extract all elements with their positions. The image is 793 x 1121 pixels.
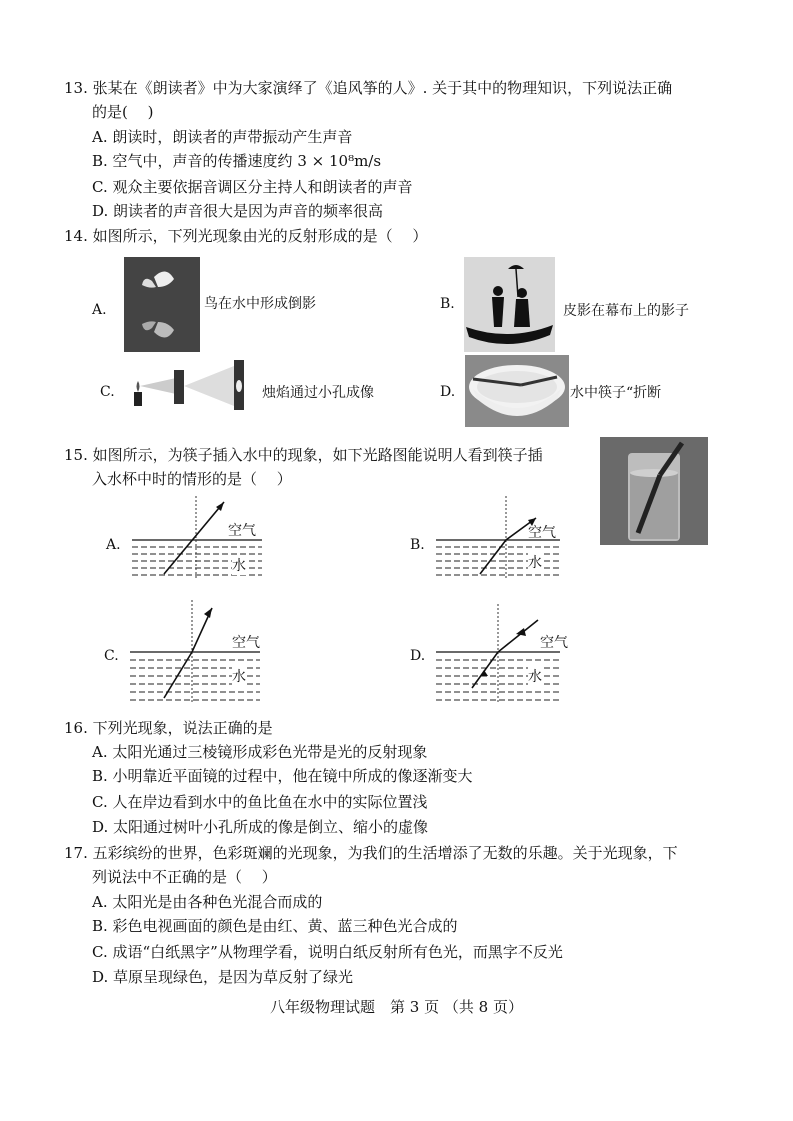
q15-stem-line1: 15. 如图所示，为筷子插入水中的现象，如下光路图能说明人看到筷子插 [64,446,543,464]
q17-option-b: B. 彩色电视画面的颜色是由红、黄、蓝三种色光合成的 [92,917,458,935]
q16-option-a: A. 太阳光通过三棱镜形成彩色光带是光的反射现象 [92,743,428,761]
q14-option-b-caption: 皮影在幕布上的影子 [563,303,689,319]
q15-d-air-label: 空气 [540,635,568,651]
q16-option-b: B. 小明靠近平面镜的过程中，他在镜中所成的像逐渐变大 [92,767,473,785]
q15-b-air-label: 空气 [528,525,556,541]
page-footer: 八年级物理试题 第 3 页 （共 8 页） [270,998,523,1016]
q13-stem-line1: 13. 张某在《朗读者》中为大家演绎了《追风筝的人》. 关于其中的物理知识，下列说法正确 [64,79,673,97]
q14-option-d-caption: 水中筷子“折断 [570,385,662,401]
q17-stem-line2: 列说法中不正确的是（ ） [92,868,277,886]
q15-a-air-label: 空气 [228,523,256,539]
chopstick-bowl-photo [465,355,569,427]
q15-b-water-label: 水 [528,552,542,572]
q14-option-b-letter: B. [440,296,455,312]
q17-stem-line1: 17. 五彩缤纷的世界，色彩斑斓的光现象，为我们的生活增添了无数的乐趣。关于光现象，下 [64,844,678,862]
q15-d-water-label: 水 [528,666,542,686]
pinhole-camera-diagram [126,356,256,414]
q16-option-c: C. 人在岸边看到水中的鱼比鱼在水中的实际位置浅 [92,793,428,811]
chopstick-glass-photo [600,437,708,545]
q17-option-d: D. 草原呈现绿色，是因为草反射了绿光 [92,968,354,986]
shadow-puppet-photo [464,257,555,352]
q15-option-a-letter: A. [106,537,121,553]
q17-option-c: C. 成语“白纸黑字”从物理学看，说明白纸反射所有色光，而黑字不反光 [92,943,563,961]
q14-option-a-caption: 鸟在水中形成倒影 [204,296,316,312]
q14-option-a-letter: A. [92,302,107,318]
q15-diagram-c [130,600,260,704]
q14-stem: 14. 如图所示，下列光现象由光的反射形成的是（ ） [64,227,428,245]
q15-c-water-label: 水 [232,666,246,686]
q15-option-c-letter: C. [104,648,119,664]
q15-option-d-letter: D. [410,648,426,664]
q15-stem-line2: 入水杯中时的情形的是（ ） [92,470,292,488]
q16-stem: 16. 下列光现象，说法正确的是 [64,719,273,737]
q14-option-c-caption: 烛焰通过小孔成像 [262,385,374,401]
q14-option-c-letter: C. [100,384,115,400]
q13-option-d: D. 朗读者的声音很大是因为声音的频率很高 [92,202,384,220]
q13-stem-line2: 的是( ) [92,103,154,121]
q17-option-a: A. 太阳光是由各种色光混合而成的 [92,893,323,911]
q13-option-b: B. 空气中，声音的传播速度约 3 × 10⁸m/s [92,152,382,170]
q13-option-c: C. 观众主要依据音调区分主持人和朗读者的声音 [92,178,413,196]
q14-option-d-letter: D. [440,384,456,400]
q15-diagram-d [436,604,560,704]
bird-reflection-photo [124,257,200,352]
q13-option-a: A. 朗读时，朗读者的声带振动产生声音 [92,128,353,146]
q16-option-d: D. 太阳通过树叶小孔所成的像是倒立、缩小的虚像 [92,818,429,836]
q15-a-water-label: 水 [232,555,246,575]
q15-c-air-label: 空气 [232,635,260,651]
q15-option-b-letter: B. [410,537,425,553]
